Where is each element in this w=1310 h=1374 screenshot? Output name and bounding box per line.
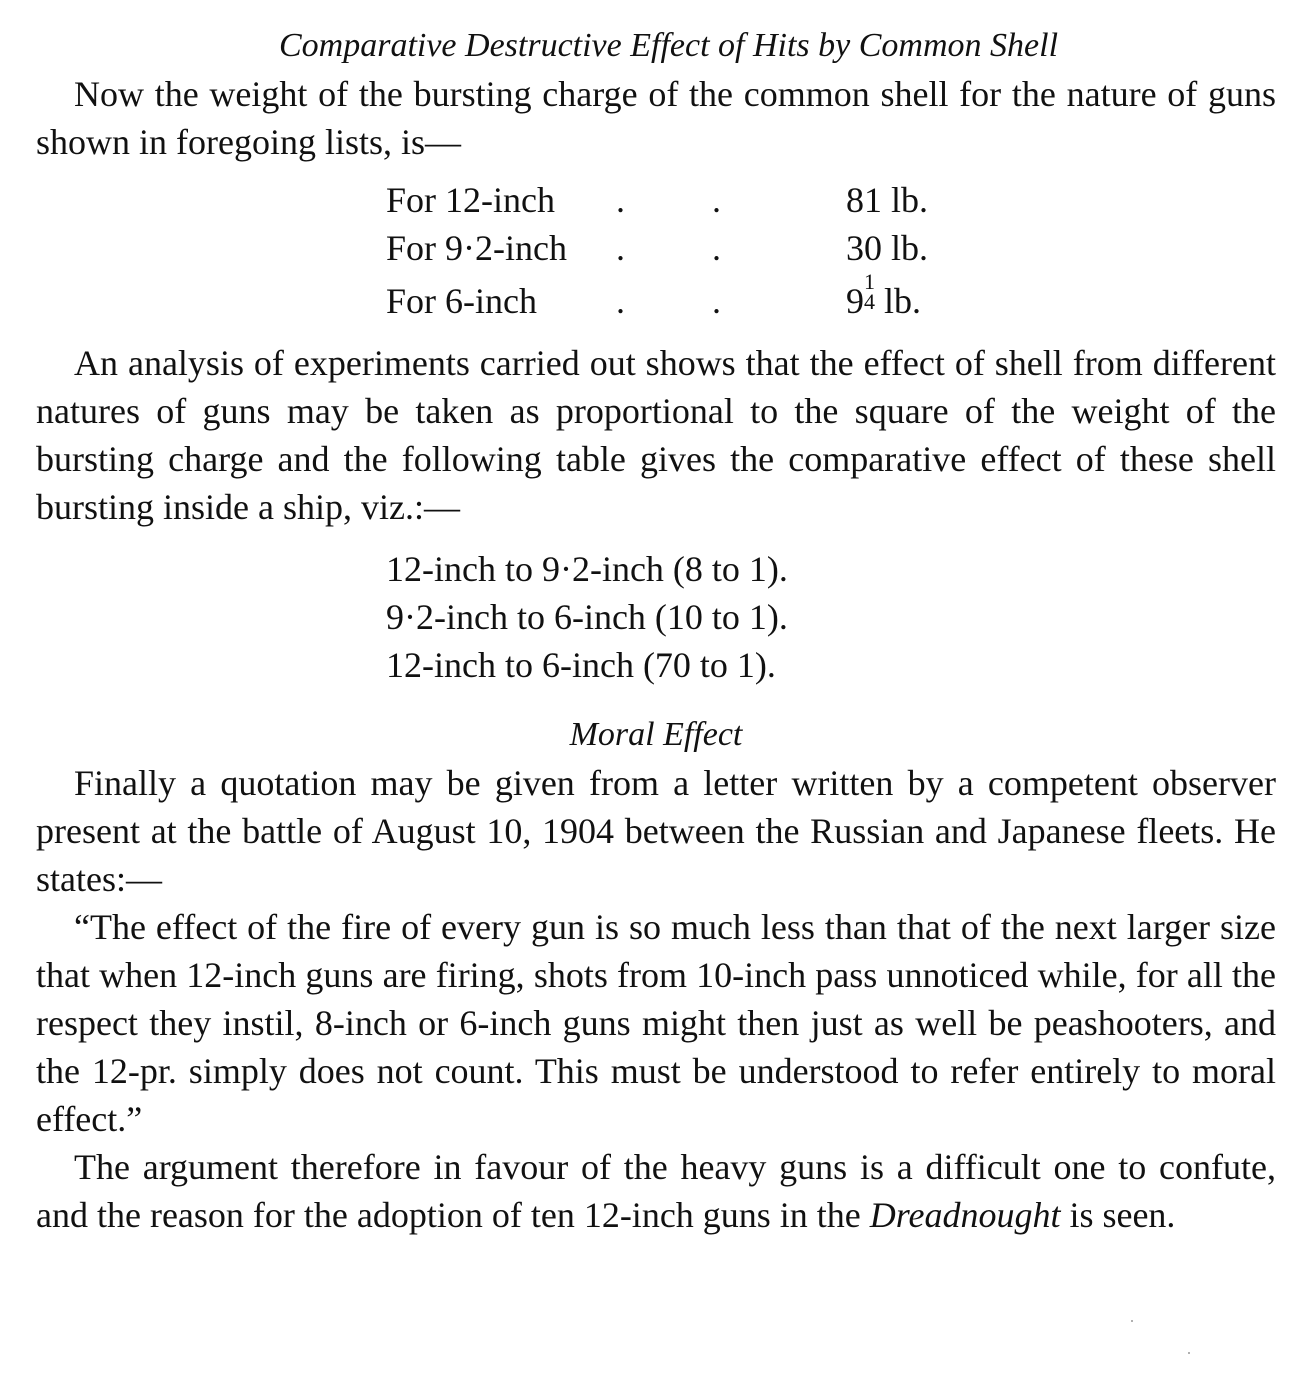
fraction-denominator: 4 bbox=[864, 289, 875, 314]
leader-dots: . . bbox=[616, 180, 721, 220]
ratio-item: 12-inch to 9·2-inch (8 to 1). bbox=[386, 549, 788, 589]
section-heading-moral-effect: Moral Effect bbox=[569, 716, 743, 753]
charge-row-9-2-inch bbox=[386, 224, 928, 272]
paragraph-bursting-charge: Now the weight of the bursting charge of the common shell for the nature of guns shown in foregoing lists, is— bbox=[36, 74, 1276, 162]
weight-whole: 9 bbox=[846, 281, 864, 321]
gun-label: For 9·2-inch bbox=[386, 228, 567, 268]
spacer bbox=[36, 325, 1276, 339]
weight-unit: lb. bbox=[884, 281, 922, 321]
gun-label: For 12-inch bbox=[386, 180, 555, 220]
ratio-item: 9·2-inch to 6-inch (10 to 1). bbox=[386, 597, 788, 637]
ratio-item: 12-inch to 6-inch (70 to 1). bbox=[386, 645, 776, 685]
spacer bbox=[36, 689, 1276, 711]
fraction-numerator: 1 bbox=[864, 269, 875, 294]
charge-row-6-inch bbox=[386, 272, 928, 325]
ship-name: Dreadnought bbox=[869, 1195, 1061, 1235]
charge-weight bbox=[846, 269, 928, 325]
gun-label: For 6-inch bbox=[386, 281, 537, 321]
charge-weight: 81 lb. bbox=[846, 180, 929, 220]
spacer bbox=[36, 531, 1276, 545]
paper-speck bbox=[1131, 1320, 1133, 1322]
paragraph-quotation-intro: Finally a quotation may be given from a letter written by a competent observer present at the battle of August 10, 1904 between the Russian and Japanese fleets. He states:— bbox=[36, 763, 1276, 899]
charge-row-12-inch bbox=[386, 176, 928, 224]
leader-dots: . . bbox=[616, 281, 721, 321]
charge-weight: 30 lb. bbox=[846, 228, 929, 268]
paragraph-analysis: An analysis of experiments carried out shows that the effect of shell from different natures of guns may be taken as proportional to the square of the weight of the bursting charge and the following table gives the comparative effect of these shell bursting inside a ship, viz.:— bbox=[36, 343, 1276, 527]
document-page bbox=[36, 22, 1276, 1239]
quotation: “The effect of the fire of every gun is so much less than that of the next larger size that when 12-inch guns are firing, shots from 10-inch pass unnoticed while, for all the respect they instil, 8-inch or 6-inch guns might then just as well be peashooters, and the 12-pr. simply does not count. This must be understood to refer entirely to moral effect.” bbox=[36, 907, 1276, 1139]
bursting-charge-table bbox=[386, 176, 928, 325]
paper-speck bbox=[1188, 1352, 1190, 1354]
paragraph-conclusion bbox=[36, 1143, 1276, 1239]
leader-dots: . . bbox=[616, 228, 721, 268]
comparative-effect-list bbox=[386, 545, 1276, 689]
section-heading-comparative-effect: Comparative Destructive Effect of Hits by Common Shell bbox=[278, 27, 1059, 64]
spacer bbox=[36, 166, 1276, 176]
weight-fraction bbox=[864, 269, 875, 314]
conclusion-text-end: is seen. bbox=[1060, 1195, 1176, 1235]
conclusion-text-start: The argument therefore in favour of the heavy guns is a difficult one to confute, and the reason for the adoption of ten 12-inch guns in the bbox=[36, 1147, 1276, 1235]
